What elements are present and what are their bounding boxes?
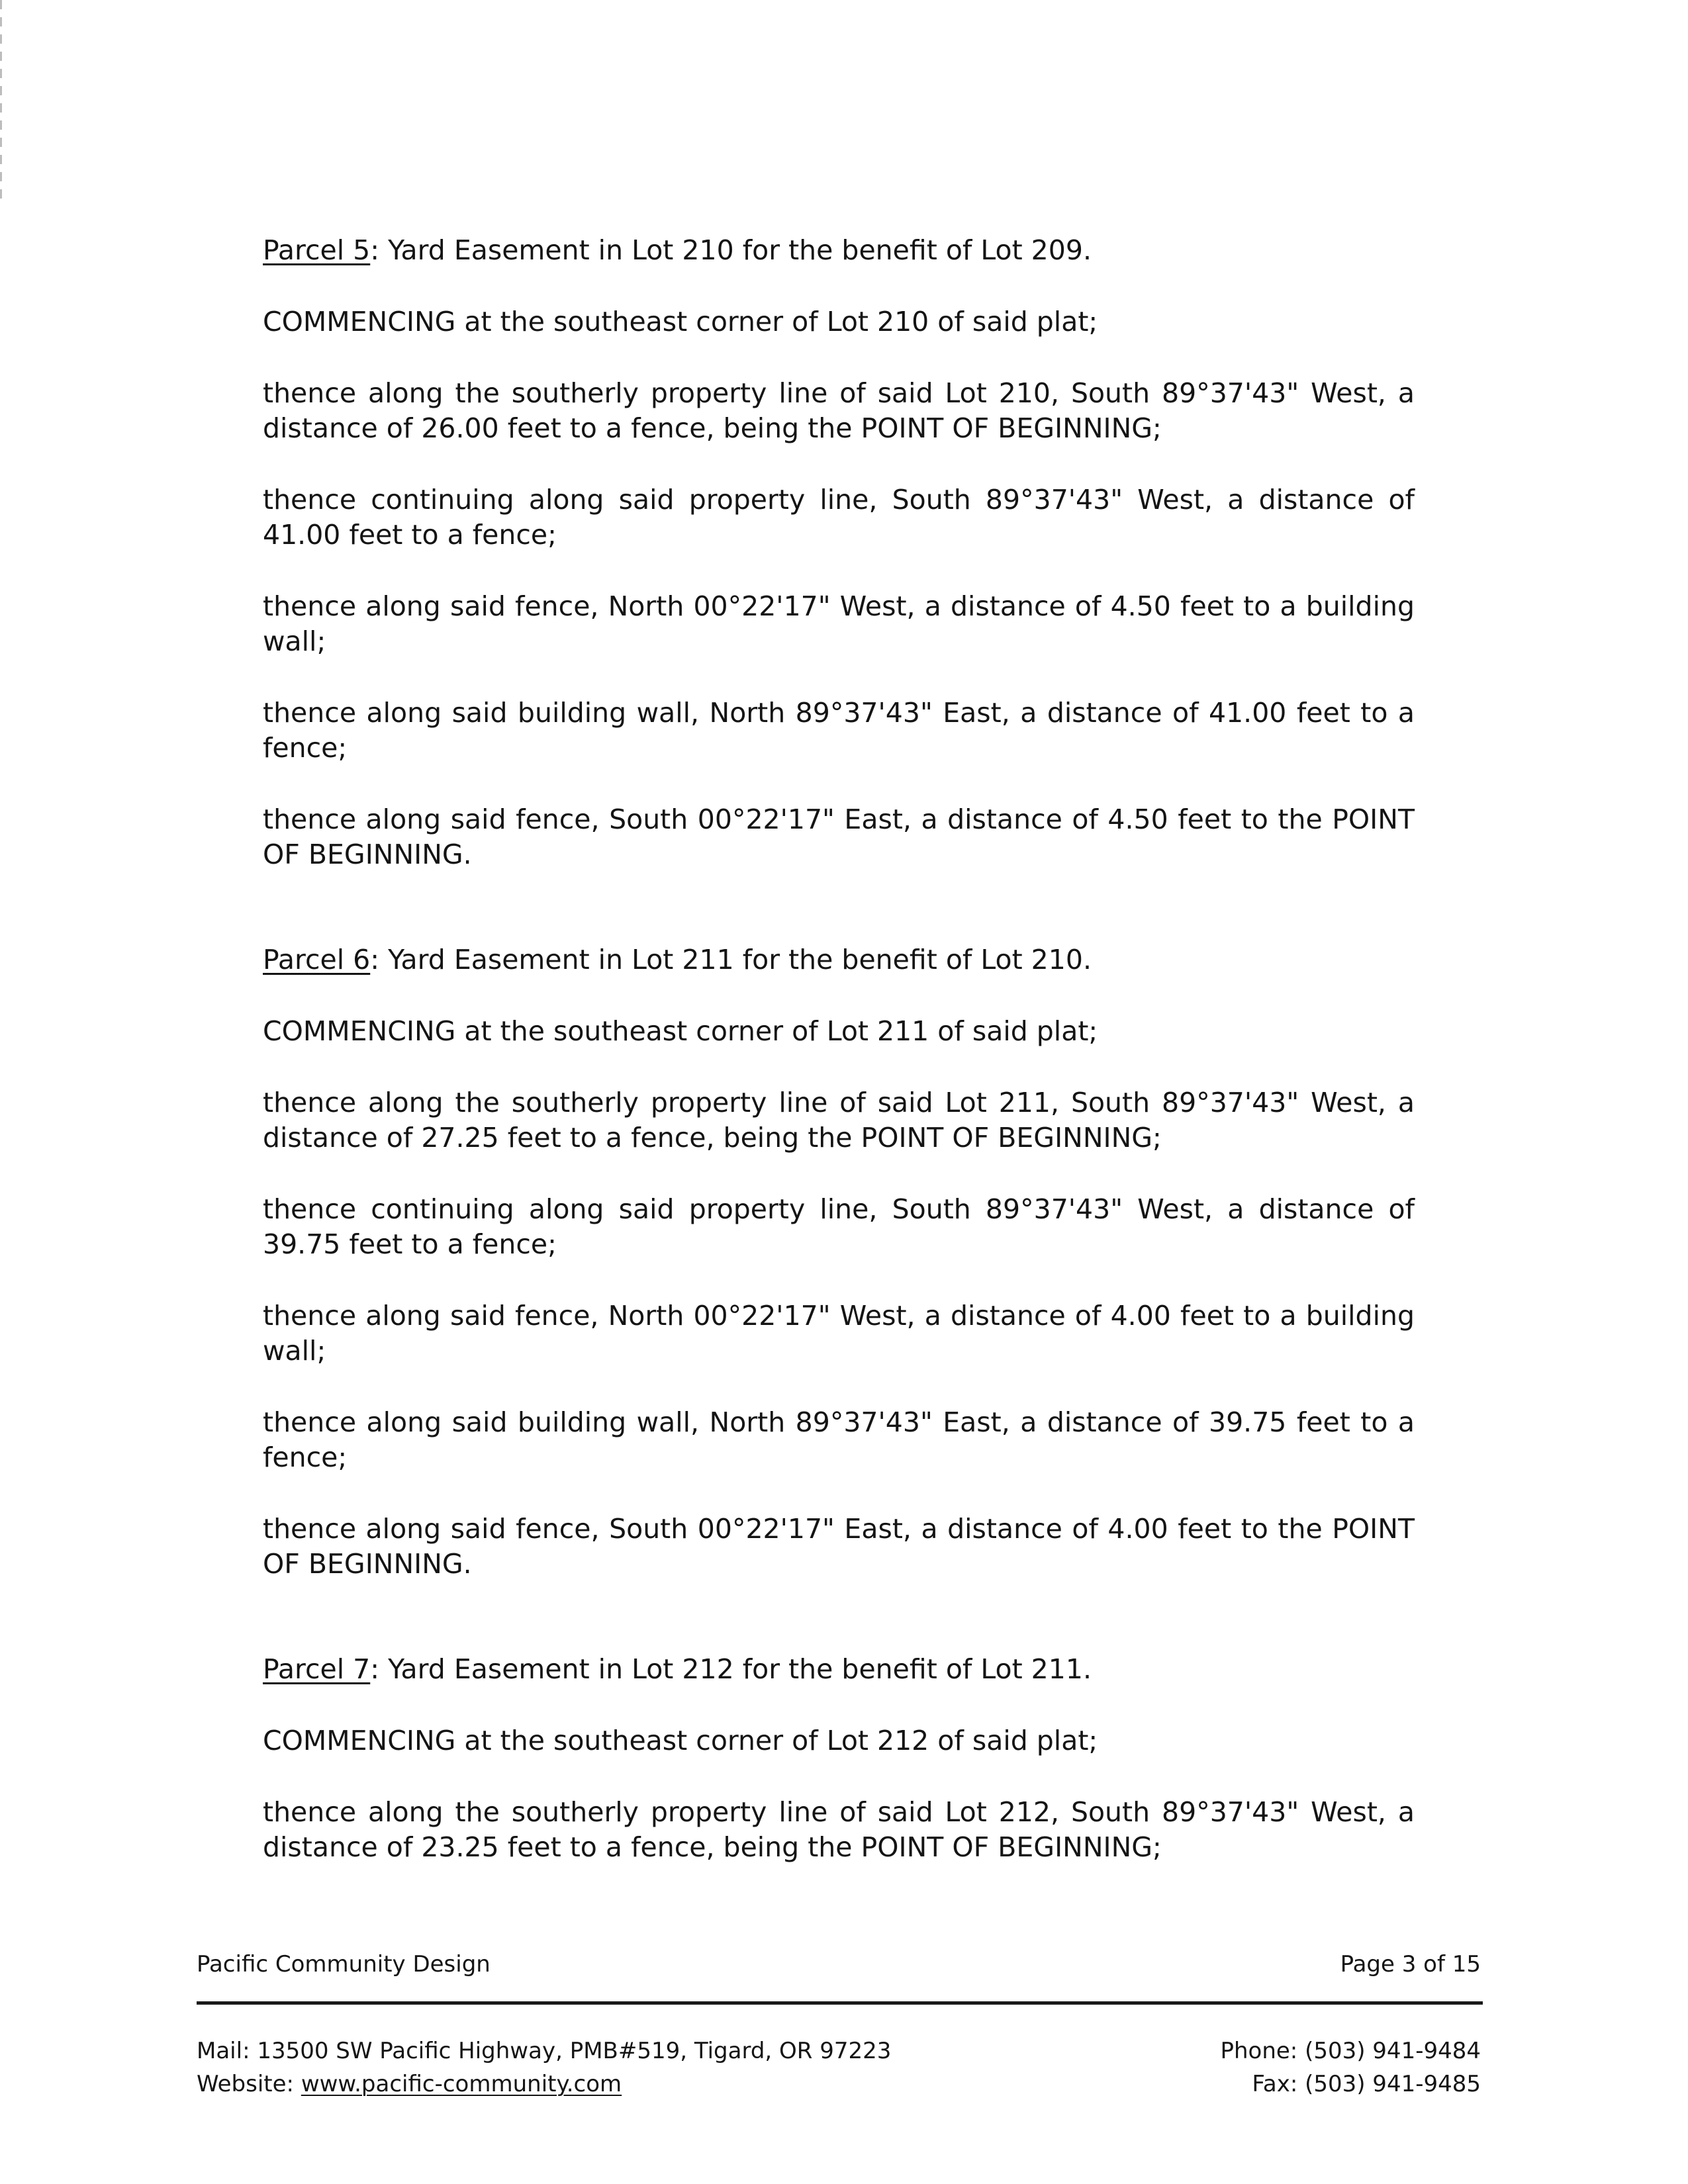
website-line bbox=[197, 2068, 891, 2101]
paragraph: thence continuing along said property line, South 89°37'43" West, a distance of 39.75 feet to a fence; bbox=[263, 1193, 1415, 1260]
paragraph: thence along the southerly property line of said Lot 210, South 89°37'43" West, a distance of 26.00 feet to a fence, being the POINT OF BEGINNING; bbox=[263, 377, 1415, 444]
parcel-heading bbox=[263, 233, 1415, 268]
scan-edge-marks bbox=[0, 0, 2, 199]
website-link[interactable]: www.pacific-community.com bbox=[301, 2071, 622, 2097]
paragraph: COMMENCING at the southeast corner of Lot 210 of said plat; bbox=[263, 306, 1098, 338]
paragraph: thence continuing along said property line, South 89°37'43" West, a distance of 41.00 feet to a fence; bbox=[263, 484, 1415, 551]
parcel-6-section bbox=[263, 942, 1415, 1582]
footer-address-block bbox=[197, 2034, 891, 2101]
mail-address: Mail: 13500 SW Pacific Highway, PMB#519, Tigard, OR 97223 bbox=[197, 2038, 892, 2064]
page-number: Page 3 of 15 bbox=[1340, 1951, 1481, 1978]
footer-divider bbox=[197, 2001, 1483, 2005]
parcel-heading bbox=[263, 942, 1415, 978]
paragraph: thence along said fence, North 00°22'17" West, a distance of 4.00 feet to a building wall; bbox=[263, 1300, 1415, 1367]
parcel-heading-text: : Yard Easement in Lot 212 for the benefit of Lot 211. bbox=[370, 1653, 1092, 1685]
company-name: Pacific Community Design bbox=[197, 1951, 491, 1978]
parcel-label: Parcel 7 bbox=[263, 1653, 371, 1685]
website-label: Website: bbox=[197, 2071, 301, 2097]
fax-number: Fax: (503) 941-9485 bbox=[1252, 2071, 1481, 2097]
parcel-label: Parcel 6 bbox=[263, 944, 371, 976]
footer-phone-block bbox=[1220, 2034, 1481, 2101]
parcel-heading-text: : Yard Easement in Lot 211 for the benefit of Lot 210. bbox=[370, 944, 1092, 976]
paragraph: thence along the southerly property line of said Lot 211, South 89°37'43" West, a distance of 27.25 feet to a fence, being the POINT OF BEGINNING; bbox=[263, 1087, 1415, 1154]
parcel-heading bbox=[263, 1652, 1415, 1687]
footer-header bbox=[197, 1951, 1481, 1991]
document-body bbox=[263, 233, 1415, 1865]
paragraph: thence along said fence, South 00°22'17" East, a distance of 4.50 feet to the POINT OF BEGINNING. bbox=[263, 803, 1415, 870]
phone-number: Phone: (503) 941-9484 bbox=[1220, 2038, 1481, 2064]
paragraph: thence along said building wall, North 89°37'43" East, a distance of 39.75 feet to a fence; bbox=[263, 1406, 1415, 1473]
parcel-7-section bbox=[263, 1652, 1415, 1865]
paragraph: COMMENCING at the southeast corner of Lot 211 of said plat; bbox=[263, 1015, 1098, 1047]
parcel-label: Parcel 5 bbox=[263, 234, 371, 266]
parcel-heading-text: : Yard Easement in Lot 210 for the benefit of Lot 209. bbox=[370, 234, 1092, 266]
parcel-5-section bbox=[263, 233, 1415, 872]
paragraph: thence along the southerly property line of said Lot 212, South 89°37'43" West, a distance of 23.25 feet to a fence, being the POINT OF BEGINNING; bbox=[263, 1796, 1415, 1863]
paragraph: COMMENCING at the southeast corner of Lot 212 of said plat; bbox=[263, 1725, 1098, 1756]
paragraph: thence along said building wall, North 89°37'43" East, a distance of 41.00 feet to a fence; bbox=[263, 697, 1415, 764]
paragraph: thence along said fence, North 00°22'17" West, a distance of 4.50 feet to a building wall; bbox=[263, 590, 1415, 657]
paragraph: thence along said fence, South 00°22'17" East, a distance of 4.00 feet to the POINT OF BEGINNING. bbox=[263, 1513, 1415, 1580]
